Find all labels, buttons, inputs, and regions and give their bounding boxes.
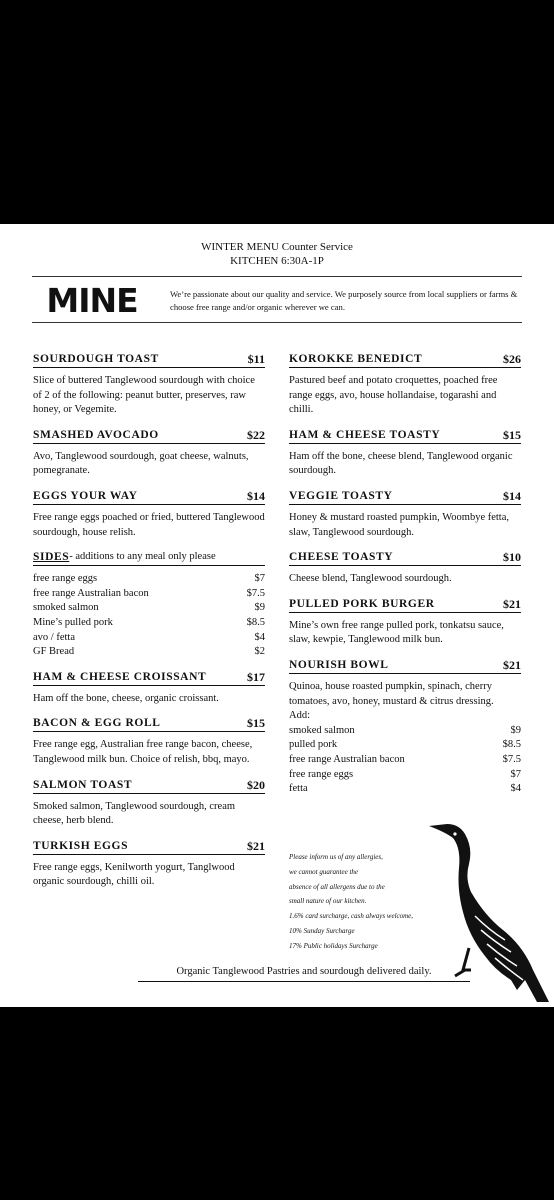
item-description: Free range eggs poached or fried, buttered Tanglewood sourdough, house relish. <box>33 511 265 538</box>
addon-name: free range eggs <box>289 768 354 780</box>
item-title: SMASHED AVOCADO <box>33 428 159 441</box>
side-name: smoked salmon <box>33 602 99 614</box>
addon-price: $7.5 <box>502 753 521 765</box>
menu-column-left <box>33 352 265 900</box>
footer-note: Organic Tanglewood Pastries and sourdough delivered daily. <box>138 965 470 982</box>
list-item <box>33 631 265 646</box>
header-divider <box>32 322 522 323</box>
side-name: GF Bread <box>33 646 75 658</box>
item-price: $22 <box>247 427 265 442</box>
note-line: absence of all allergens due to the <box>289 882 385 891</box>
item-description: Free range egg, Australian free range bacon, cheese, Tanglewood milk bun. Choice of relish, bbq, mayo. <box>33 739 253 765</box>
add-label: Add: <box>289 710 310 722</box>
item-price: $21 <box>247 838 265 853</box>
item-title: SALMON TOAST <box>33 778 133 791</box>
addon-price: $8.5 <box>502 739 521 751</box>
menu-item-turkish-eggs <box>33 839 265 890</box>
menu-column-right <box>289 352 521 807</box>
menu-item-nourish-bowl <box>289 658 521 797</box>
menu-item-ham-cheese-croissant <box>33 670 265 707</box>
sides-note: - additions to any meal only please <box>69 551 216 563</box>
side-name: free range eggs <box>33 573 98 585</box>
item-description: Honey & mustard roasted pumpkin, Woombye fetta, slaw, Tanglewood sourdough. <box>289 511 510 538</box>
list-item <box>289 724 521 739</box>
item-title: TURKISH EGGS <box>33 839 129 852</box>
menu-item-korokke-benedict <box>289 352 521 418</box>
item-description: Ham off the bone, cheese blend, Tanglewood organic sourdough. <box>289 450 513 477</box>
menu-item-pulled-pork-burger <box>289 597 521 648</box>
note-line: 10% Sunday Surcharge <box>289 926 355 935</box>
menu-title: WINTER MENU Counter Service <box>201 241 353 253</box>
side-price: $2 <box>254 646 265 658</box>
item-description: Slice of buttered Tanglewood sourdough with choice of 2 of the following: peanut butter, preserves, raw honey, or Vegemite. <box>33 375 255 416</box>
addon-name: free range Australian bacon <box>289 753 405 765</box>
tagline: We’re passionate about our quality and service. We purposely source from local suppliers or farms & choose free range and/or organic wherever we can. <box>170 289 518 312</box>
item-title: EGGS YOUR WAY <box>33 489 138 502</box>
addon-price: $7 <box>510 768 521 780</box>
item-price: $10 <box>503 550 521 565</box>
kitchen-hours: KITCHEN 6:30A-1P <box>230 255 324 267</box>
item-price: $14 <box>503 488 521 503</box>
list-item <box>33 645 265 660</box>
side-name: free range Australian bacon <box>33 587 149 599</box>
item-price: $20 <box>247 777 265 792</box>
item-title: BACON & EGG ROLL <box>33 717 161 730</box>
item-description: Mine’s own free range pulled pork, tonkatsu sauce, slaw, kewpie, Tanglewood milk bun. <box>289 619 504 646</box>
item-title: PULLED PORK BURGER <box>289 597 435 610</box>
list-item <box>33 572 265 587</box>
list-item <box>289 753 521 768</box>
menu-item-smashed-avocado <box>33 428 265 479</box>
addon-name: smoked salmon <box>289 724 355 736</box>
side-name: Mine’s pulled pork <box>33 616 113 628</box>
item-description: Pastured beef and potato croquettes, poached free range eggs, avo, house hollandaise, togarashi and chilli. <box>289 375 498 416</box>
sides-title: SIDES <box>33 551 70 564</box>
item-price: $14 <box>247 488 265 503</box>
item-description: Cheese blend, Tanglewood sourdough. <box>289 573 452 585</box>
list-item <box>289 782 521 797</box>
mine-logo <box>35 281 150 317</box>
item-price: $15 <box>503 427 521 442</box>
note-line: 17% Public holidays Surcharge <box>289 941 378 950</box>
list-item <box>33 616 265 631</box>
item-title: KOROKKE BENEDICT <box>289 353 423 365</box>
menu-item-veggie-toasty <box>289 489 521 540</box>
item-description: Free range eggs, Kenilworth yogurt, Tanglwood organic sourdough, chilli oil. <box>33 861 235 888</box>
side-name: avo / fetta <box>33 631 75 643</box>
side-price: $7.5 <box>246 587 265 599</box>
side-price: $7 <box>254 573 265 585</box>
menu-item-bacon-egg-roll <box>33 716 265 767</box>
item-price: $21 <box>503 657 521 672</box>
sides-section <box>33 550 265 660</box>
item-title: CHEESE TOASTY <box>289 551 394 564</box>
item-title: VEGGIE TOASTY <box>289 489 393 502</box>
top-divider <box>32 276 522 277</box>
side-price: $4 <box>254 631 265 643</box>
item-price: $17 <box>247 669 265 684</box>
note-line: small nature of our kitchen. <box>289 897 367 906</box>
addon-name: pulled pork <box>289 739 338 751</box>
addon-price: $9 <box>510 724 521 736</box>
menu-item-sourdough-toast <box>33 352 265 418</box>
item-description: Avo, Tanglewood sourdough, goat cheese, walnuts, pomegranate. <box>33 450 249 477</box>
item-description: Ham off the bone, cheese, organic croissant. <box>33 692 219 704</box>
list-item <box>289 768 521 783</box>
list-item <box>289 738 521 753</box>
item-price: $21 <box>503 596 521 611</box>
addon-name: fetta <box>289 783 308 795</box>
item-price: $15 <box>247 716 265 731</box>
item-title: NOURISH BOWL <box>289 658 389 671</box>
list-item <box>33 587 265 602</box>
item-title: SOURDOUGH TOAST <box>33 353 159 365</box>
note-line: Please inform us of any allergies, <box>289 853 383 861</box>
allergy-surcharge-notes <box>289 850 439 954</box>
menu-item-ham-cheese-toasty <box>289 428 521 479</box>
list-item <box>33 601 265 616</box>
menu-item-salmon-toast <box>33 778 265 829</box>
note-line: we cannot guarantee the <box>289 867 359 876</box>
item-description: Quinoa, house roasted pumpkin, spinach, cherry tomatoes, avo, honey, mustard & citrus dressing. <box>289 680 494 707</box>
item-title: HAM & CHEESE TOASTY <box>289 428 441 441</box>
item-price: $11 <box>247 352 265 366</box>
side-price: $9 <box>254 602 265 614</box>
menu-item-eggs-your-way <box>33 489 265 540</box>
item-description: Smoked salmon, Tanglewood sourdough, cream cheese, herb blend. <box>33 800 236 827</box>
item-price: $26 <box>503 352 521 366</box>
note-line: 1.6% card surcharge, cash always welcome, <box>289 912 414 921</box>
svg-text:MINE: MINE <box>46 281 138 317</box>
item-title: HAM & CHEESE CROISSANT <box>33 670 207 683</box>
addon-price: $4 <box>510 783 521 795</box>
menu-page <box>0 224 554 1007</box>
side-price: $8.5 <box>246 616 265 628</box>
menu-item-cheese-toasty <box>289 550 521 587</box>
